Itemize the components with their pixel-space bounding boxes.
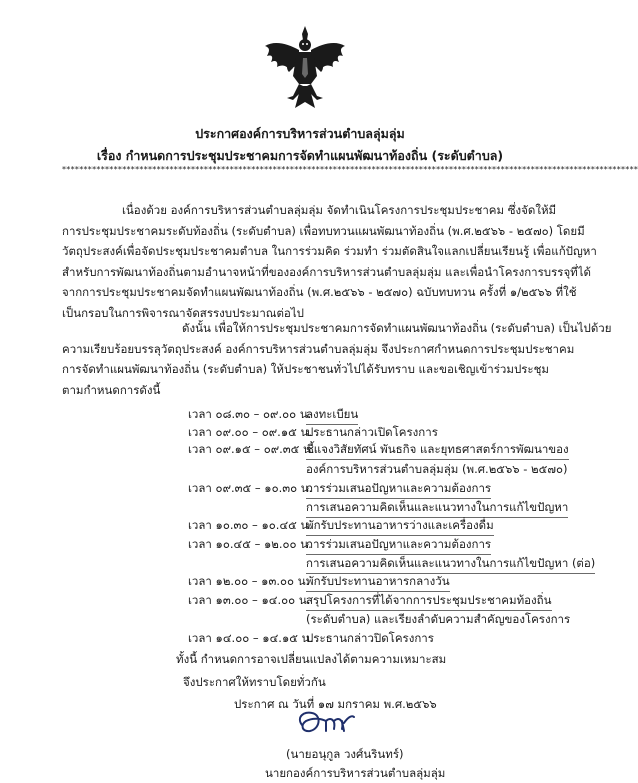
- intro-paragraph: [62, 200, 597, 324]
- schedule-time: เวลา ๑๐.๓๐ – ๑๐.๔๕ น.: [188, 518, 313, 532]
- schedule-activity: พักรับประทานอาหารว่างและเครื่องดื่ม: [306, 517, 494, 536]
- schedule-activity: การร่วมเสนอปัญหาและความต้องการ: [306, 480, 491, 499]
- paragraph-line: ตามกำหนดการดังนี้: [62, 382, 161, 397]
- announcement-date: ประกาศ ณ วันที่ ๑๗ มกราคม พ.ศ.๒๕๖๖: [234, 697, 437, 711]
- schedule-activity: (ระดับตำบล) และเรียงลำดับความสำคัญของโครงการ: [306, 612, 571, 626]
- schedule-activity: ประธานกล่าวปิดโครงการ: [306, 631, 434, 645]
- closing-statement: จึงประกาศให้ทราบโดยทั่วกัน: [183, 675, 326, 689]
- schedule-activity: ชี้แจงวิสัยทัศน์ พันธกิจ และยุทธศาสตร์การพัฒนาของ: [306, 441, 569, 460]
- paragraph-line: ความเรียบร้อยบรรลุวัตถุประสงค์ องค์การบริหารส่วนตำบลลุ่มลุ่ม จึงประกาศกำหนดการประชุมประชาคม: [62, 341, 575, 356]
- schedule-activity: พักรับประทานอาหารกลางวัน: [306, 573, 450, 592]
- paragraph-line: วัตถุประสงค์เพื่อจัดประชุมประชาคมตำบล ในการร่วมคิด ร่วมทำ ร่วมตัดสินใจแลกเปลี่ยนเรียนรู้ เพื่อแก้ปัญหา: [62, 244, 597, 259]
- paragraph-line: การประชุมประชาคมระดับท้องถิ่น (ระดับตำบล) เพื่อทบทวนแผนพัฒนาท้องถิ่น (พ.ศ.๒๕๖๖ - ๒๕๗๐) โดยมี: [62, 223, 585, 238]
- paragraph-line: เป็นกรอบในการพิจารณาจัดสรรงบประมาณต่อไป: [62, 305, 304, 320]
- signature-icon: [292, 707, 362, 741]
- schedule-note: ทั้งนี้ กำหนดการอาจเปลี่ยนแปลงได้ตามความเหมาะสม: [176, 652, 447, 666]
- schedule-activity: ลงทะเบียน: [306, 406, 358, 425]
- schedule-activity: ประธานกล่าวเปิดโครงการ: [306, 425, 438, 439]
- schedule-time: เวลา ๑๔.๐๐ – ๑๔.๑๕ น.: [188, 631, 314, 645]
- schedule-time: เวลา ๐๙.๑๕ – ๐๙.๓๕ น.: [188, 442, 315, 456]
- paragraph-line: ดังนั้น เพื่อให้การประชุมประชาคมการจัดทำแผนพัฒนาท้องถิ่น (ระดับตำบล) เป็นไปด้วย: [182, 321, 612, 335]
- schedule-time: เวลา ๐๙.๐๐ – ๐๙.๑๕ น.: [188, 425, 313, 439]
- separator-line: **************************************************************************************************************************************: [62, 165, 638, 174]
- schedule-time: เวลา ๑๐.๔๕ – ๑๒.๐๐ น.: [188, 537, 312, 551]
- paragraph-line: เนื่องด้วย องค์การบริหารส่วนตำบลลุ่มลุ่ม จัดทำเนินโครงการประชุมประชาคม ซึ่งจัดให้มี: [122, 203, 557, 217]
- announcement-title: ประกาศองค์การบริหารส่วนตำบลลุ่มลุ่ม: [195, 126, 405, 141]
- paragraph-line: สำหรับการพัฒนาท้องถิ่นตามอำนาจหน้าที่ขององค์การบริหารส่วนตำบลลุ่มลุ่ม และเพื่อนำโครงการบรรจุที่ได้: [62, 264, 592, 279]
- schedule-time: เวลา ๐๙.๓๕ – ๑๐.๓๐ น.: [188, 481, 313, 495]
- signer-position: นายกองค์การบริหารส่วนตำบลลุ่มลุ่ม: [265, 766, 446, 780]
- schedule-activity: สรุปโครงการที่ได้จากการประชุมประชาคมท้องถิ่น: [306, 592, 552, 611]
- schedule-time: เวลา ๐๘.๓๐ – ๐๙.๐๐ น.: [188, 407, 312, 421]
- garuda-emblem-icon: [263, 24, 347, 112]
- paragraph-line: จากการประชุมประชาคมจัดทำแผนพัฒนาท้องถิ่น (พ.ศ.๒๕๖๖ - ๒๕๗๐) ฉบับทบทวน ครั้งที่ ๑/๒๕๖๖ ที่ใช้: [62, 285, 577, 300]
- schedule-activity: องค์การบริหารส่วนตำบลลุ่มลุ่ม (พ.ศ.๒๕๖๖ - ๒๕๗๐): [306, 462, 568, 476]
- schedule-time: เวลา ๑๓.๐๐ – ๑๔.๐๐ น.: [188, 593, 311, 607]
- subject-line: เรื่อง กำหนดการประชุมประชาคมการจัดทำแผนพัฒนาท้องถิ่น (ระดับตำบล): [96, 148, 504, 163]
- schedule-time: เวลา ๑๒.๐๐ – ๑๓.๐๐ น.: [188, 574, 310, 588]
- signer-name: (นายอนุกูล วงศ์นรินทร์): [286, 747, 404, 761]
- schedule-activity: การร่วมเสนอปัญหาและความต้องการ: [306, 536, 491, 555]
- paragraph-line: การจัดทำแผนพัฒนาท้องถิ่น (ระดับตำบล) ให้ประชาชนทั่วไปได้รับทราบ และขอเชิญเข้าร่วมประชุม: [62, 362, 549, 377]
- purpose-paragraph: [62, 318, 612, 400]
- schedule-activity: การเสนอความคิดเห็นและแนวทางในการแก้ไขปัญหา: [306, 499, 568, 518]
- schedule-activity: การเสนอความคิดเห็นและแนวทางในการแก้ไขปัญหา (ต่อ): [306, 555, 595, 574]
